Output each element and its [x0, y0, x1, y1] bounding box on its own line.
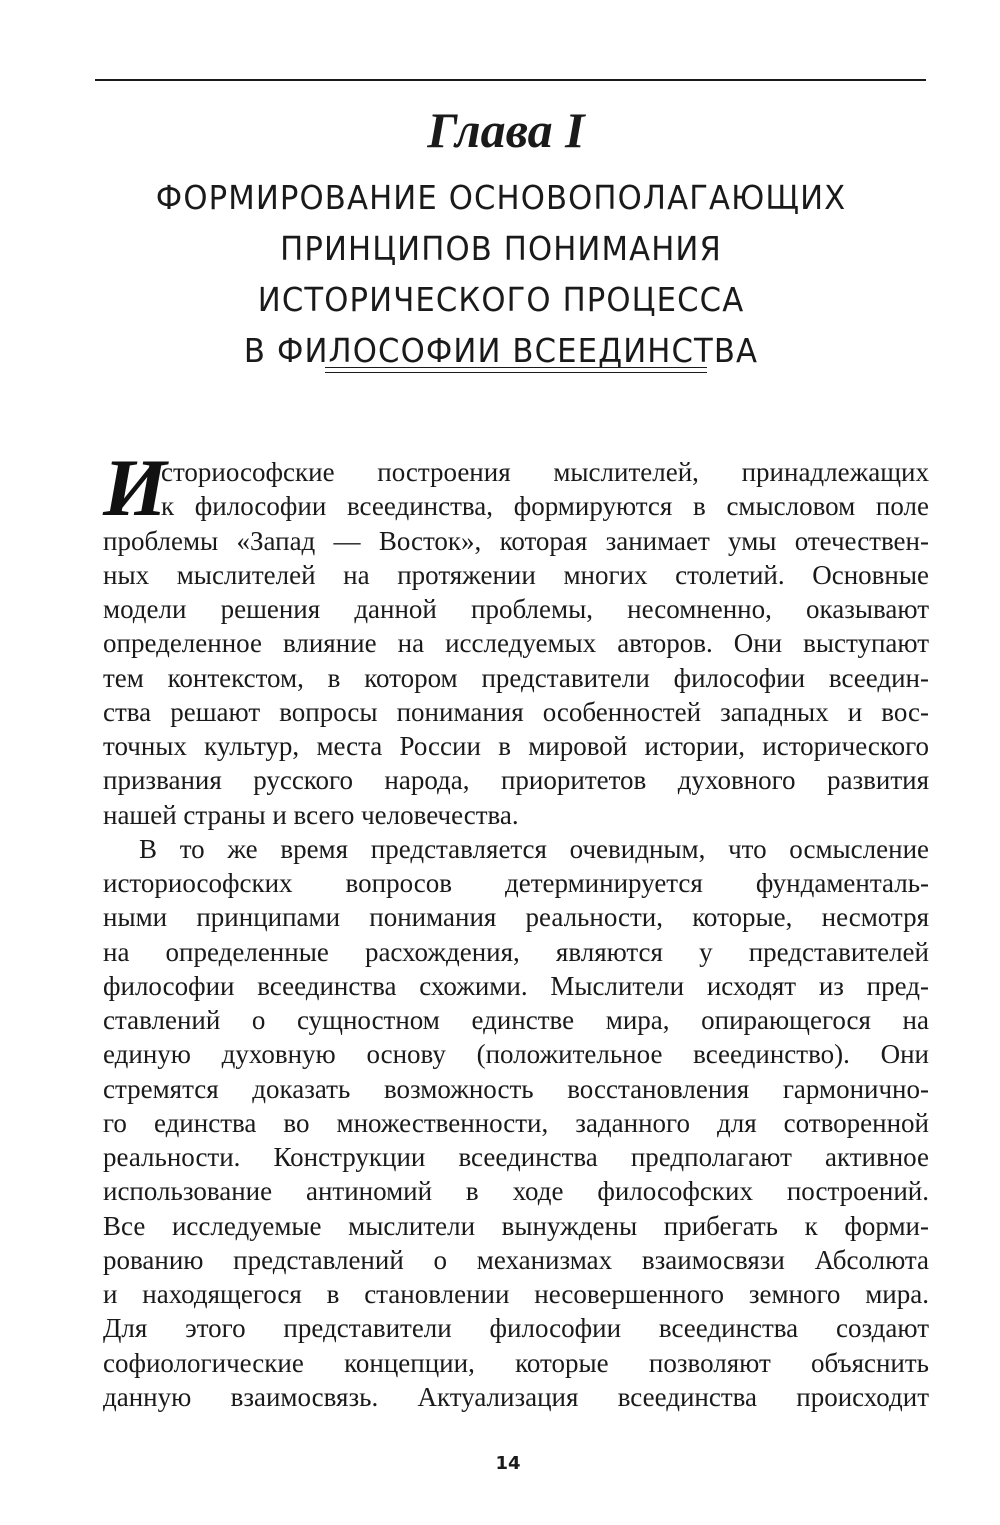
text-line: философии всеединства схожими. Мыслители исходят из пред-: [103, 970, 929, 1001]
text-line: сториософские построения мыслителей, принадлежащих: [161, 457, 929, 487]
chapter-title-line: В ФИЛОСОФИИ ВСЕЕДИНСТВА: [243, 331, 759, 370]
chapter-title-line: ПРИНЦИПОВ ПОНИМАНИЯ: [280, 229, 722, 268]
chapter-label: Глава I: [427, 102, 585, 158]
text-line: нашей страны и всего человечества.: [103, 799, 519, 830]
chapter-title-line: ФОРМИРОВАНИЕ ОСНОВОПОЛАГАЮЩИХ: [155, 178, 847, 217]
text-line: ными принципами понимания реальности, которые, несмотря: [103, 902, 929, 933]
chapter-title: [36, 172, 966, 376]
text-line: определенное влияние на исследуемых авторов. Они выступают: [103, 628, 929, 659]
text-line: Все исследуемые мыслители вынуждены прибегать к форми-: [103, 1210, 929, 1241]
text-line: рованию представлений о механизмах взаимосвязи Абсолюта: [103, 1244, 929, 1275]
text-line: модели решения данной проблемы, несомненно, оказывают: [103, 594, 929, 624]
text-line: к философии всеединства, формируются в смысловом поле: [161, 491, 929, 522]
text-line: Для этого представители философии всеединства создают: [103, 1313, 929, 1344]
text-line: ставлений о сущностном единстве мира, опирающегося на: [103, 1005, 929, 1035]
drop-cap: И: [103, 442, 167, 533]
text-line: стремятся доказать возможность восстановления гармонично-: [103, 1073, 929, 1104]
text-line: единую духовную основу (положительное всеединство). Они: [103, 1039, 929, 1070]
chapter-title-line: ИСТОРИЧЕСКОГО ПРОЦЕССА: [257, 280, 745, 319]
text-line: точных культур, места России в мировой истории, исторического: [103, 731, 929, 761]
text-line: реальности. Конструкции всеединства предполагают активное: [103, 1142, 929, 1172]
title-double-rule: [325, 367, 707, 373]
page-number: 14: [495, 1453, 521, 1474]
text-line: ных мыслителей на протяжении многих столетий. Основные: [103, 559, 929, 590]
paragraph: [103, 832, 929, 1414]
text-line: В то же время представляется очевидным, что осмысление: [139, 833, 929, 864]
top-rule: [95, 79, 926, 81]
text-line: использование антиномий в ходе философских построений.: [103, 1176, 929, 1207]
text-line: историософских вопросов детерминируется фундаменталь-: [103, 868, 929, 898]
text-line: проблемы «Запад — Восток», которая занимает умы отечествен-: [103, 525, 929, 556]
text-line: ства решают вопросы понимания особенностей западных и вос-: [103, 696, 929, 727]
text-line: тем контекстом, в котором представители философии всеедин-: [103, 662, 929, 693]
paragraph: [103, 455, 929, 832]
text-line: призвания русского народа, приоритетов духовного развития: [103, 765, 929, 796]
body-text: [103, 455, 929, 1414]
text-line: софиологические концепции, которые позволяют объяснить: [103, 1347, 929, 1378]
text-line: на определенные расхождения, являются у представителей: [103, 936, 929, 967]
text-line: данную взаимосвязь. Актуализация всеединства происходит: [103, 1381, 929, 1412]
text-line: и находящегося в становлении несовершенного земного мира.: [103, 1279, 929, 1309]
text-line: го единства во множественности, заданного для сотворенной: [103, 1107, 929, 1138]
